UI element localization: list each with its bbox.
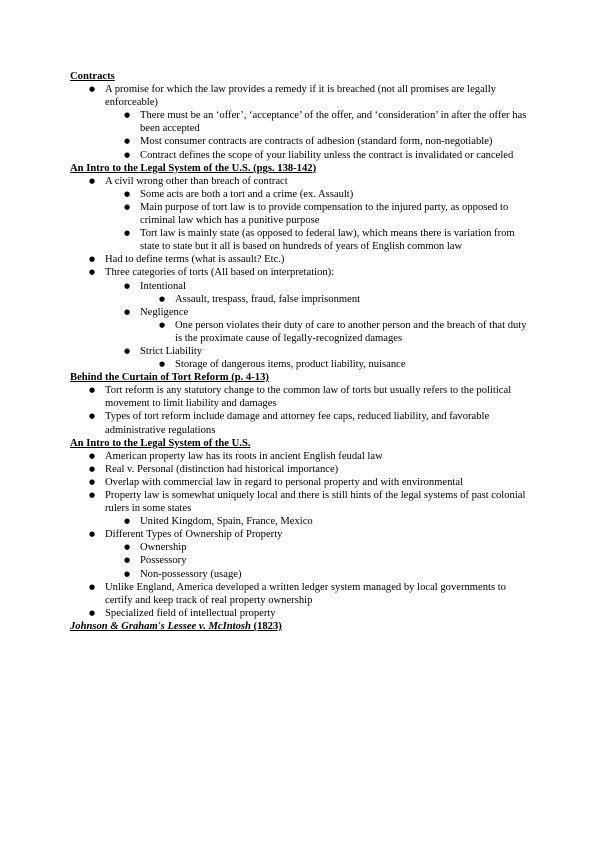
bullet-list <box>70 384 530 436</box>
bullet-icon: ● <box>88 255 96 264</box>
list-item-text: American property law has its roots in ancient English feudal law <box>105 450 383 462</box>
list-item-text: Assault, trespass, fraud, false imprisonment <box>175 293 361 305</box>
bullet-icon: ● <box>88 176 96 185</box>
list-item-text: Ownership <box>140 542 187 554</box>
list-item <box>70 541 530 554</box>
bullet-icon: ● <box>88 582 96 591</box>
bullet-icon: ● <box>88 412 96 421</box>
list-item-text: Different Types of Ownership of Property <box>105 529 283 541</box>
bullet-icon: ● <box>123 137 131 146</box>
bullet-list <box>70 175 530 371</box>
bullet-icon: ● <box>123 189 131 198</box>
list-item-text: United Kingdom, Spain, France, Mexico <box>140 516 313 528</box>
list-item <box>70 266 530 279</box>
section-heading: An Intro to the Legal System of the U.S. <box>70 437 251 449</box>
list-item-text: Had to define terms (what is assault? Etc.) <box>105 254 285 266</box>
bullet-icon: ● <box>88 464 96 473</box>
bullet-icon: ● <box>123 569 131 578</box>
bullet-icon: ● <box>123 517 131 526</box>
list-item-text: Tort reform is any statutory change to the common law of torts but usually refers to the political movement to limit liability and damages <box>105 385 512 410</box>
bullet-icon: ● <box>158 294 166 303</box>
list-item-text: Main purpose of tort law is to provide compensation to the injured party, as opposed to criminal law which has a punitive purpose <box>140 201 509 227</box>
bullet-icon: ● <box>88 85 96 94</box>
document-body <box>70 70 530 633</box>
list-item <box>70 489 530 515</box>
list-item-text: Possessory <box>140 555 187 567</box>
list-item <box>70 450 530 463</box>
list-item-text: Contract defines the scope of your liability unless the contract is invalidated or canceled <box>140 149 514 161</box>
list-item <box>70 175 530 188</box>
list-item <box>70 358 530 371</box>
list-item-text: Overlap with commercial law in regard to personal property and with environmental <box>105 476 464 488</box>
list-item-text: Some acts are both a tort and a crime (ex. Assault) <box>140 188 354 200</box>
bullet-icon: ● <box>88 386 96 395</box>
list-item <box>70 581 530 607</box>
list-item-text: Strict Liability <box>140 345 203 357</box>
list-item-text: A civil wrong other than breach of contract <box>105 175 288 187</box>
list-item <box>70 253 530 266</box>
list-item <box>70 410 530 436</box>
case-heading-year: (1823) <box>250 620 282 632</box>
list-item-text: A promise for which the law provides a remedy if it is breached (not all promises are legally enforceable) <box>105 84 496 109</box>
list-item-text: Storage of dangerous items, product liability, nuisance <box>175 359 406 371</box>
list-item <box>70 109 530 135</box>
bullet-icon: ● <box>123 202 131 211</box>
list-item-text: Three categories of torts (All based on interpretation): <box>105 267 335 279</box>
list-item-text: Negligence <box>140 306 189 318</box>
section-heading: An Intro to the Legal System of the U.S. (pgs. 138-142) <box>70 162 317 174</box>
bullet-list <box>70 450 530 620</box>
bullet-icon: ● <box>88 451 96 460</box>
list-item <box>70 227 530 253</box>
list-item-text: Intentional <box>140 280 186 292</box>
list-item <box>70 306 530 319</box>
section-heading: Contracts <box>70 71 115 82</box>
bullet-icon: ● <box>88 530 96 539</box>
bullet-icon: ● <box>158 320 166 329</box>
list-item <box>70 149 530 162</box>
bullet-icon: ● <box>123 346 131 355</box>
list-item-text: Property law is somewhat uniquely local and there is still hints of the legal systems of past colonial rulers in some states <box>105 490 526 515</box>
list-item-text: There must be an ‘offer’, ‘acceptance’ of the offer, and ‘consideration’ in after the offer has been accepted <box>140 110 527 135</box>
list-item <box>70 607 530 620</box>
bullet-icon: ● <box>88 491 96 499</box>
case-heading <box>70 620 530 633</box>
list-item-text: Unlike England, America developed a written ledger system managed by local governments to certify and keep track of real property ownership <box>105 581 506 606</box>
bullet-icon: ● <box>123 543 131 552</box>
list-item <box>70 554 530 567</box>
list-item <box>70 135 530 148</box>
bullet-icon: ● <box>123 556 131 565</box>
notes-sections <box>70 70 530 620</box>
bullet-icon: ● <box>88 608 96 617</box>
list-item <box>70 476 530 489</box>
bullet-icon: ● <box>123 229 131 238</box>
list-item-text: Tort law is mainly state (as opposed to federal law), which means there is variation from state to state but it all is based on hundreds of years of English common law <box>140 228 515 253</box>
list-item <box>70 463 530 476</box>
list-item <box>70 201 530 227</box>
list-item <box>70 345 530 358</box>
bullet-icon: ● <box>123 281 131 290</box>
bullet-icon: ● <box>123 150 131 159</box>
list-item-text: One person violates their duty of care to another person and the breach of that duty is the proximate cause of legally-recognized damages <box>175 319 527 344</box>
bullet-icon: ● <box>123 307 131 316</box>
list-item <box>70 384 530 410</box>
list-item-text: Specialized field of intellectual property <box>105 607 276 619</box>
list-item <box>70 83 530 109</box>
list-item <box>70 568 530 581</box>
list-item <box>70 319 530 345</box>
list-item <box>70 188 530 201</box>
bullet-icon: ● <box>158 360 166 369</box>
bullet-list <box>70 83 530 162</box>
list-item-text: Non-possessory (usage) <box>140 568 242 580</box>
bullet-icon: ● <box>88 477 96 486</box>
section-heading: Behind the Curtain of Tort Reform (p. 4-13) <box>70 372 269 384</box>
list-item <box>70 515 530 528</box>
list-item-text: Types of tort reform include damage and attorney fee caps, reduced liability, and favorable administrative regulations <box>105 411 490 436</box>
case-heading-italic: Johnson & Graham's Lessee v. McIntosh <box>70 620 251 632</box>
list-item-text: Real v. Personal (distinction had historical importance) <box>105 463 339 475</box>
list-item <box>70 293 530 306</box>
list-item <box>70 280 530 293</box>
bullet-icon: ● <box>88 268 96 277</box>
bullet-icon: ● <box>123 111 131 120</box>
list-item <box>70 528 530 541</box>
list-item-text: Most consumer contracts are contracts of adhesion (standard form, non-negotiable) <box>140 136 493 148</box>
